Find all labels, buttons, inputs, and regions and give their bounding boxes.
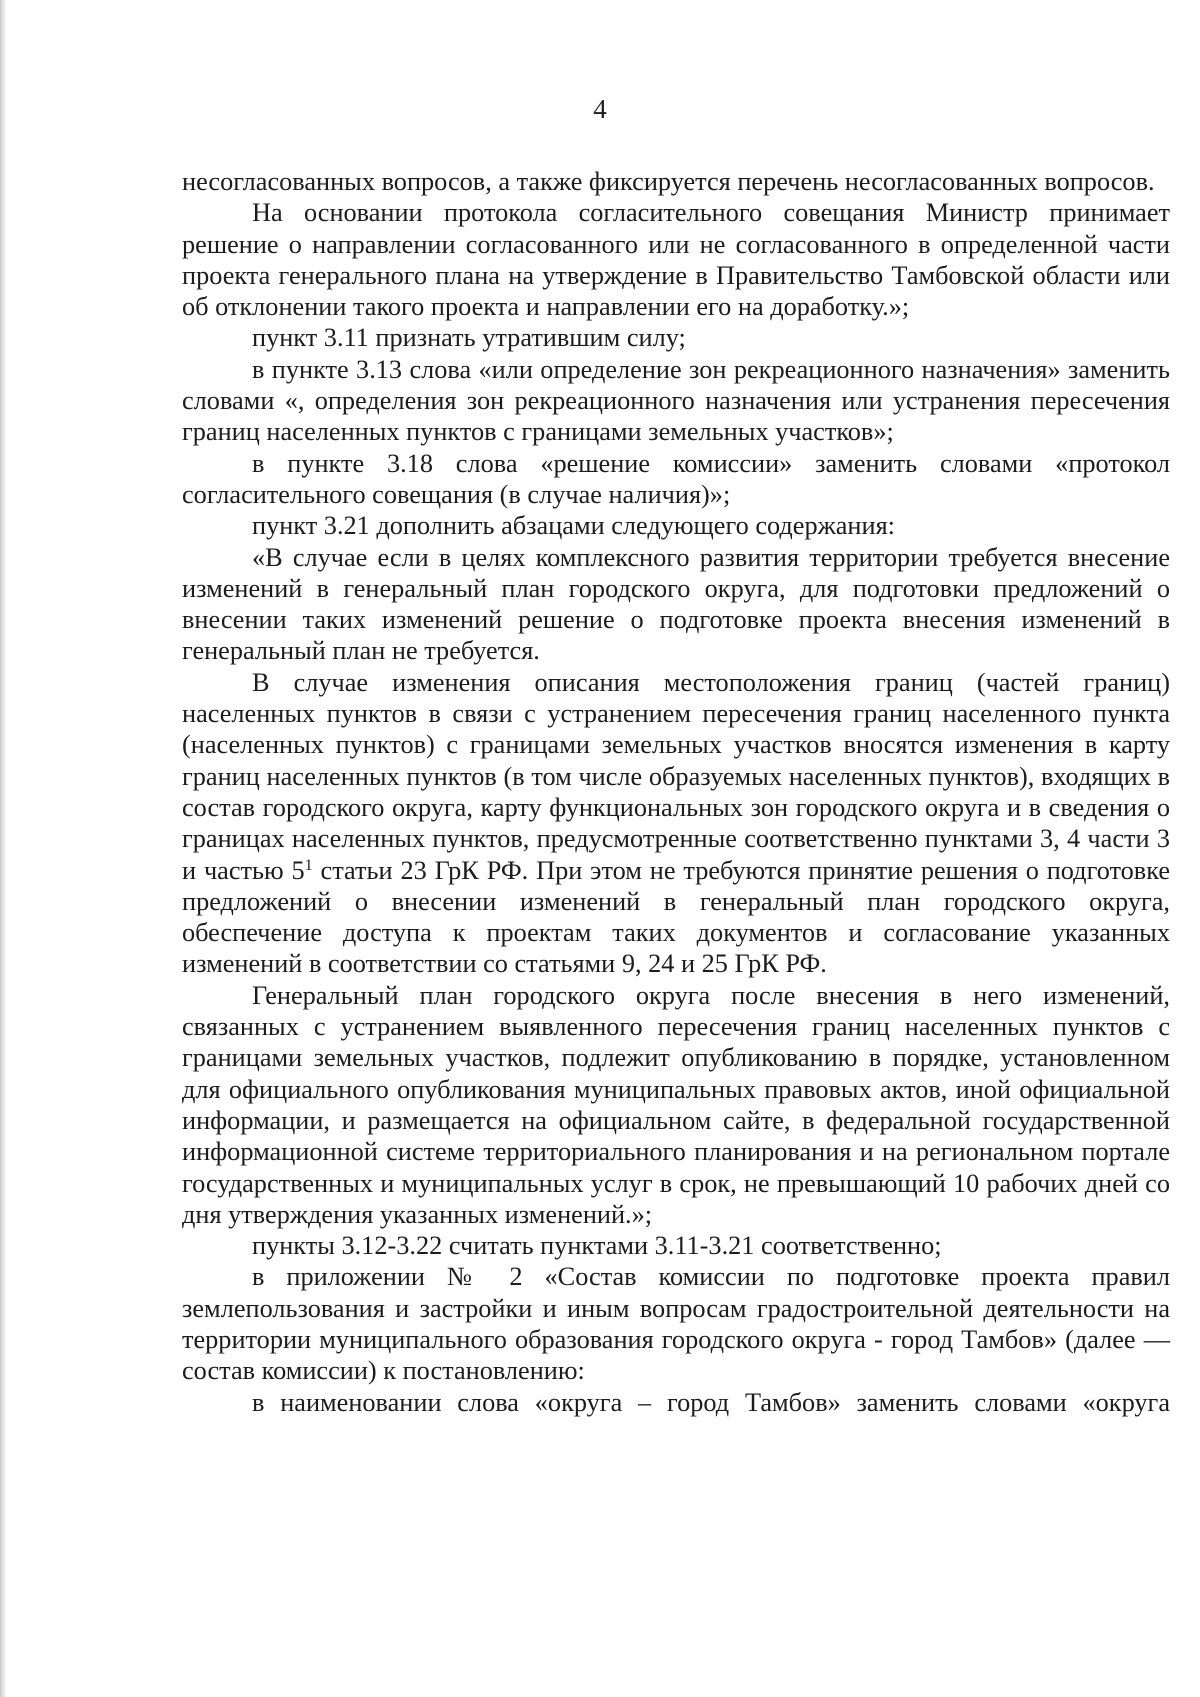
paragraph-7: «В случае если в целях комплексного развития территории требуется внесение изменений в генеральный план городского округа, для подготовки предложений о внесении таких изменений решение о подготовке проекта внесения изменений в генеральный план не требуется. — [182, 542, 1170, 666]
document-body — [182, 166, 1170, 1418]
paragraph-4: в пункте 3.13 слова «или определение зон рекреационного назначения» заменить словами «, определения зон рекреационного назначения или устранения пересечения границ населенных пунктов с границами земельных участков»; — [182, 354, 1170, 447]
paragraph-12: в наименовании слова «округа – город Тамбов» заменить словами «округа — [252, 1387, 1170, 1417]
paragraph-6: пункт 3.21 дополнить абзацами следующего содержания: — [252, 511, 895, 541]
paragraph-2: На основании протокола согласительного совещания Министр принимает решение о направлении согласованного или не согласованного в определенной части проекта генерального плана на утверждение в Правительство Тамбовской области или об отклонении такого проекта и направлении его на доработку.»; — [182, 198, 1170, 322]
scan-edge-shadow — [0, 0, 7, 1697]
paragraph-3: пункт 3.11 признать утратившим силу; — [252, 323, 686, 353]
paragraph-8 — [182, 667, 1170, 980]
paragraph-5: в пункте 3.18 слова «решение комиссии» заменить словами «протокол согласительного совещания (в случае наличия)»; — [182, 448, 1170, 509]
paragraph-1: несогласованных вопросов, а также фиксируется перечень несогласованных вопросов. — [182, 167, 1155, 196]
paragraph-9: Генеральный план городского округа после внесения в него изменений, связанных с устранением выявленного пересечения границ населенных пунктов с границами земельных участков, подлежит опубликованию в порядке, установленном для официального опубликования муниципальных правовых актов, иной официальной информации, и размещается на официальном сайте, в федеральной государственной информационной системе территориального планирования и на региональном портале государственных и муниципальных услуг в срок, не превышающий 10 рабочих дней со дня утверждения указанных изменений.»; — [182, 980, 1170, 1229]
paragraph-11: в приложении № 2 «Состав комиссии по подготовке проекта правил землепользования и застройки и иным вопросам градостроительной деятельности на территории муниципального образования городского округа - город Тамбов» (далее — состав комиссии) к постановлению: — [182, 1262, 1170, 1386]
paragraph-8-text: В случае изменения описания местоположения границ (частей границ) населенных пунктов в связи с устранением пересечения границ населенного пункта (населенных пунктов) с границами земельных участков вносятся изменения в карту границ населенных пунктов (в том числе образуемых населенных пунктов), входящих в состав городского округа, карту функциональных зон городского округа и в сведения о границах населенных пунктов, предусмотренные соответственно пунктами 3, 4 части 3 и частью 5 — [182, 667, 1170, 885]
paragraph-8-text-end: статьи 23 ГрК РФ. При этом не требуются принятие решения о подготовке предложений о внесении изменений в генеральный план городского округа, обеспечение доступа к проектам таких документов и согласование указанных изменений в соответствии со статьями 9, 24 и 25 ГрК РФ. — [182, 855, 1171, 979]
paragraph-10: пункты 3.12-3.22 считать пунктами 3.11-3.21 соответственно; — [252, 1231, 942, 1261]
superscript: 1 — [304, 856, 313, 874]
page-number: 4 — [593, 94, 607, 124]
